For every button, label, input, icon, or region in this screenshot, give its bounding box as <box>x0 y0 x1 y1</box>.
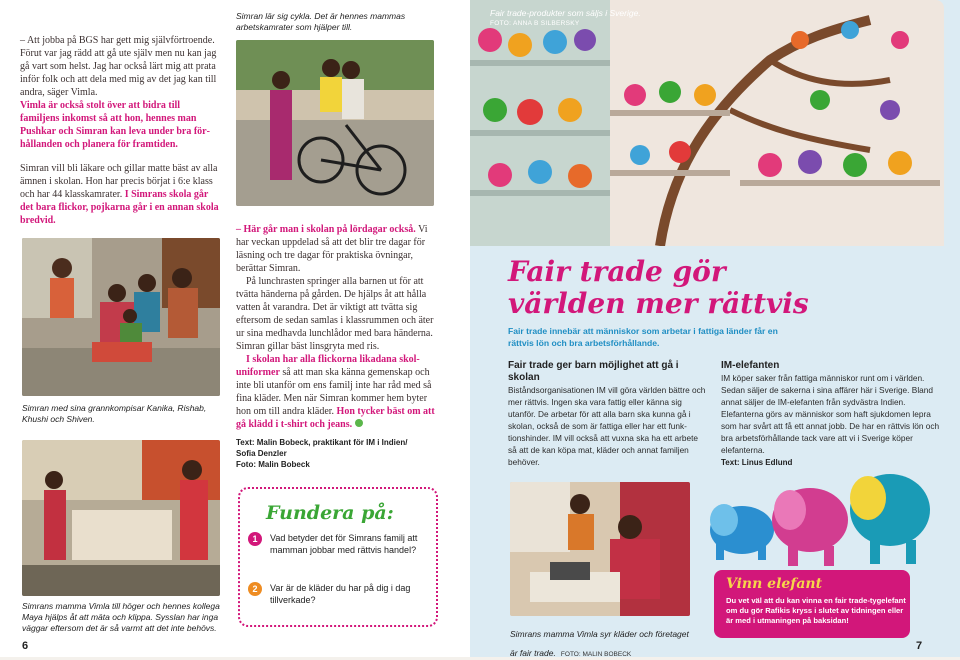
question-1-number: 1 <box>248 532 262 546</box>
kids-photo <box>22 238 220 396</box>
sewing-credit: FOTO: MALIN BOBECK <box>560 651 632 658</box>
headline-line-1: Fair trade gör <box>508 255 726 288</box>
saturday-school-text: – Här går man i skolan på lördagar också. <box>236 224 416 235</box>
bike-photo <box>236 40 434 206</box>
sewing-photo <box>510 482 690 616</box>
school-heading: Fair trade ger barn möjlighet att gå i skolan <box>508 360 679 383</box>
page-number-left: 6 <box>22 640 29 652</box>
girls-school-text: I Simrans skola går det bara flickor, pojkarna går i en annan skola bredvid. <box>20 189 219 226</box>
question-2-text: Var är de kläder du har på dig i dag tillverkade? <box>270 583 411 605</box>
pink-elephant-icon <box>772 488 848 566</box>
lunch-text: På lunchrasten springer alla barnen ut för att tvätta händerna på gården. De hjälps åt att hålla vatten åt varandra. Det är viktigt att tvätta sig eftersom de sedan samlas i klassrummen och äter ur sina medhavda lunchlådor med bara händerna. Simran gillar bäst linsgryta med ris. <box>236 276 434 352</box>
question-1-text: Vad betyder det för Simrans familj att mamman jobbar med rättvis handel? <box>270 533 418 555</box>
school-week-text: Vi har veckan uppdelad så att det blir tre dagar för läsning och tre dagar för praktiska övningar, berättar Simran. <box>236 224 428 274</box>
uniform-text-pink: I skolan har alla flickorna likadana skoluniformer <box>236 354 420 378</box>
school-body: Biståndsorganisationen IM vill göra världen bättre och mer rättvis. Ingen ska vara fattig eller känna sig utanför. De arbetar för att alla barn ska kunna gå i skolan, också de som är fattiga eller har ett funktionshinder. IM vill också att vuxna ska ha ett arbete så att de kan köpa mat, kläder och annat familjen behöver. <box>508 385 706 467</box>
shop-photo-credit: FOTO: ANNA B SILBERSKY <box>490 20 580 27</box>
workshop-photo <box>22 440 220 596</box>
vinn-body: Du vet väl att du kan vinna en fair trade-tygelefant om du gör Rafikis kryss i slutet av tidningen eller är med i utmaningen på baksidan! <box>726 596 906 625</box>
intro-paragraph <box>20 34 222 151</box>
elephant-credit: Text: Linus Edlund <box>721 458 793 467</box>
teal-elephant-icon <box>850 474 930 564</box>
credit-line-2: Sofia Denzler <box>236 449 287 458</box>
school-column <box>508 360 708 468</box>
elephant-column <box>721 360 941 467</box>
bike-photo-caption: Simran lär sig cykla. Det är hennes mammas arbetskamrater som hjälper till. <box>236 11 406 32</box>
simran-doctor-text: Simran vill bli läkare och gillar matte bäst av alla ämnen i skolan. Hon har precis börjat i 6:e klass och har 44 klasskamrater. <box>20 163 218 200</box>
fair-trade-shop-photo <box>470 0 944 246</box>
intro-text: Fair trade innebär att människor som arbetar i fattiga länder får en rättvis lön och bra arbetsförhållande. <box>508 326 778 348</box>
blue-elephant-icon <box>710 504 774 560</box>
page-number-right: 7 <box>916 640 923 652</box>
sewing-caption-block <box>510 622 690 660</box>
kids-photo-caption: Simran med sina grannkompisar Kanika, Rishab, Khushi och Shiven. <box>22 403 207 424</box>
right-page <box>470 0 960 657</box>
credit-line-3: Foto: Malin Bobeck <box>236 460 310 469</box>
left-page <box>0 0 470 657</box>
fundera-title: Fundera på: <box>266 502 394 524</box>
sewing-caption: Simrans mamma Vimla syr kläder och företaget är fair trade. <box>510 629 689 658</box>
school-paragraph <box>236 223 438 431</box>
headline-line-2: världen mer rättvis <box>508 287 809 320</box>
fundera-box <box>238 487 438 627</box>
credit-line-1: Text: Malin Bobeck, praktikant för IM i Indien/ <box>236 438 408 447</box>
uniform-text: så att man ska känna gemenskap och inte bli utanför om ens familj inte har råd med så fina kläder. Men när Simran kommer hem byter hon om till andra kläder. <box>236 367 432 417</box>
elephant-heading: IM-elefanten <box>721 360 780 371</box>
workshop-photo-caption: Simrans mamma Vimla till höger och hennes kollega Maya hjälps åt att mäta och klippa. Sysslan har inga väggar eftersom det är så varmt att det inte behövs. <box>22 601 220 633</box>
elephant-body: IM köper saker från fattiga människor runt om i världen. Sedan säljer de sakerna i sina affärer här i Sverige. Bland annat säljer de IM-elefanten från sydvästra Indien. Elefanterna görs av människor som haft sjukdomen lepra som har svårt att få ett annat jobb. De har en rättvis lön och bra arbetsförhållande tack vare att vi i Sverige köper elefanterna. <box>721 373 940 455</box>
vinn-title: Vinn elefant <box>726 576 823 592</box>
shop-photo-caption: Fair trade-produkter som säljs i Sverige. <box>490 8 641 18</box>
elephants-image <box>702 468 934 568</box>
simran-paragraph <box>20 162 222 227</box>
end-dot-icon <box>355 419 363 427</box>
article-credits <box>236 437 436 470</box>
question-2-number: 2 <box>248 582 262 596</box>
jeans-text: Hon tycker bäst om att gå klädd i t-shirt och jeans. <box>236 406 435 430</box>
vimla-pride-text: Vimla är också stolt över att bidra till familjens inkomst så att hon, hennes man Pushkar och Simran kan leva under bra förhållanden och planera för framtiden. <box>20 100 210 150</box>
vimla-quote: – Att jobba på BGS har gett mig självförtroende. Förut var jag rädd att gå ute själv men nu kan jag gå vart som helst. Jag har också lärt mig att prata inför folk och att dela med mig av det jag kan till andra, säger Vimla. <box>20 35 217 98</box>
vinn-elefant-box <box>714 570 910 638</box>
